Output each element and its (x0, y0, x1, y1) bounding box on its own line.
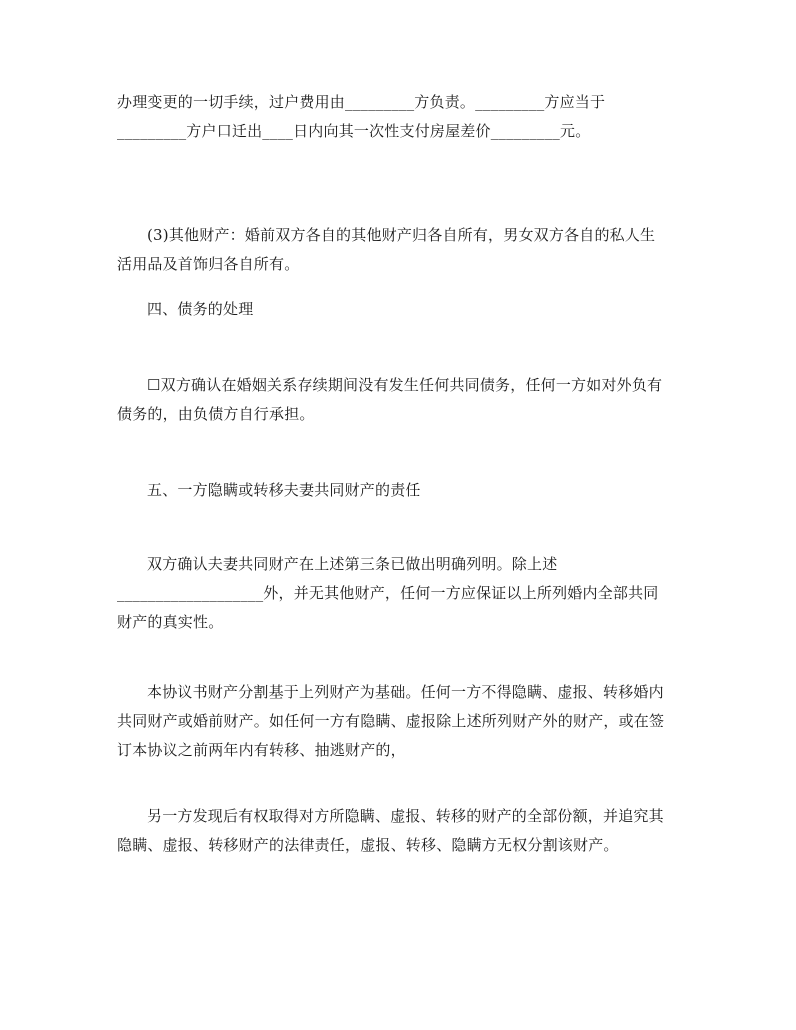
paragraph-division-basis (117, 678, 683, 765)
text-line: 本协议书财产分割基于上列财产为基础。任何一方不得隐瞒、虚报、转移婚内 (147, 683, 664, 701)
paragraph-liability (117, 802, 683, 860)
text-line: ___________________外，并无其他财产，任何一方应保证以上所列婚内全部共同 (117, 584, 659, 602)
paragraph-transfer-fees (117, 88, 683, 146)
text-line: 订本协议之前两年内有转移、抽逃财产的， (117, 741, 406, 759)
text-line: 共同财产或婚前财产。如任何一方有隐瞒、虚报除上述所列财产外的财产，或在签 (117, 712, 665, 730)
section-heading-concealment: 五、一方隐瞒或转移夫妻共同财产的责任 (147, 481, 421, 499)
text-line: 另一方发现后有权取得对方所隐瞒、虚报、转移的财产的全部份额，并追究其 (147, 807, 664, 825)
text-line: 隐瞒、虚报、转移财产的法律责任，虚报、转移、隐瞒方无权分割该财产。 (117, 836, 619, 854)
section-heading-debts: 四、债务的处理 (147, 300, 254, 318)
text-line: ☐双方确认在婚姻关系存续期间没有发生任何共同债务，任何一方如对外负有 (147, 376, 663, 394)
text-line: 办理变更的一切手续，过户费用由_________方负责。_________方应当于 (117, 93, 606, 111)
paragraph-debts (117, 371, 683, 429)
text-line: 债务的，由负债方自行承担。 (117, 405, 315, 423)
text-line: 活用品及首饰归各自所有。 (117, 255, 300, 273)
text-line: (3)其他财产：婚前双方各自的其他财产归各自所有，男女双方各自的私人生 (147, 226, 656, 244)
text-line: 双方确认夫妻共同财产在上述第三条已做出明确列明。除上述 (147, 555, 558, 573)
text-line: _________方户口迁出____日内向其一次性支付房屋差价_________元。 (117, 122, 591, 140)
text-line: 财产的真实性。 (117, 613, 224, 631)
paragraph-other-property (117, 221, 683, 279)
paragraph-property-listed (117, 550, 683, 637)
